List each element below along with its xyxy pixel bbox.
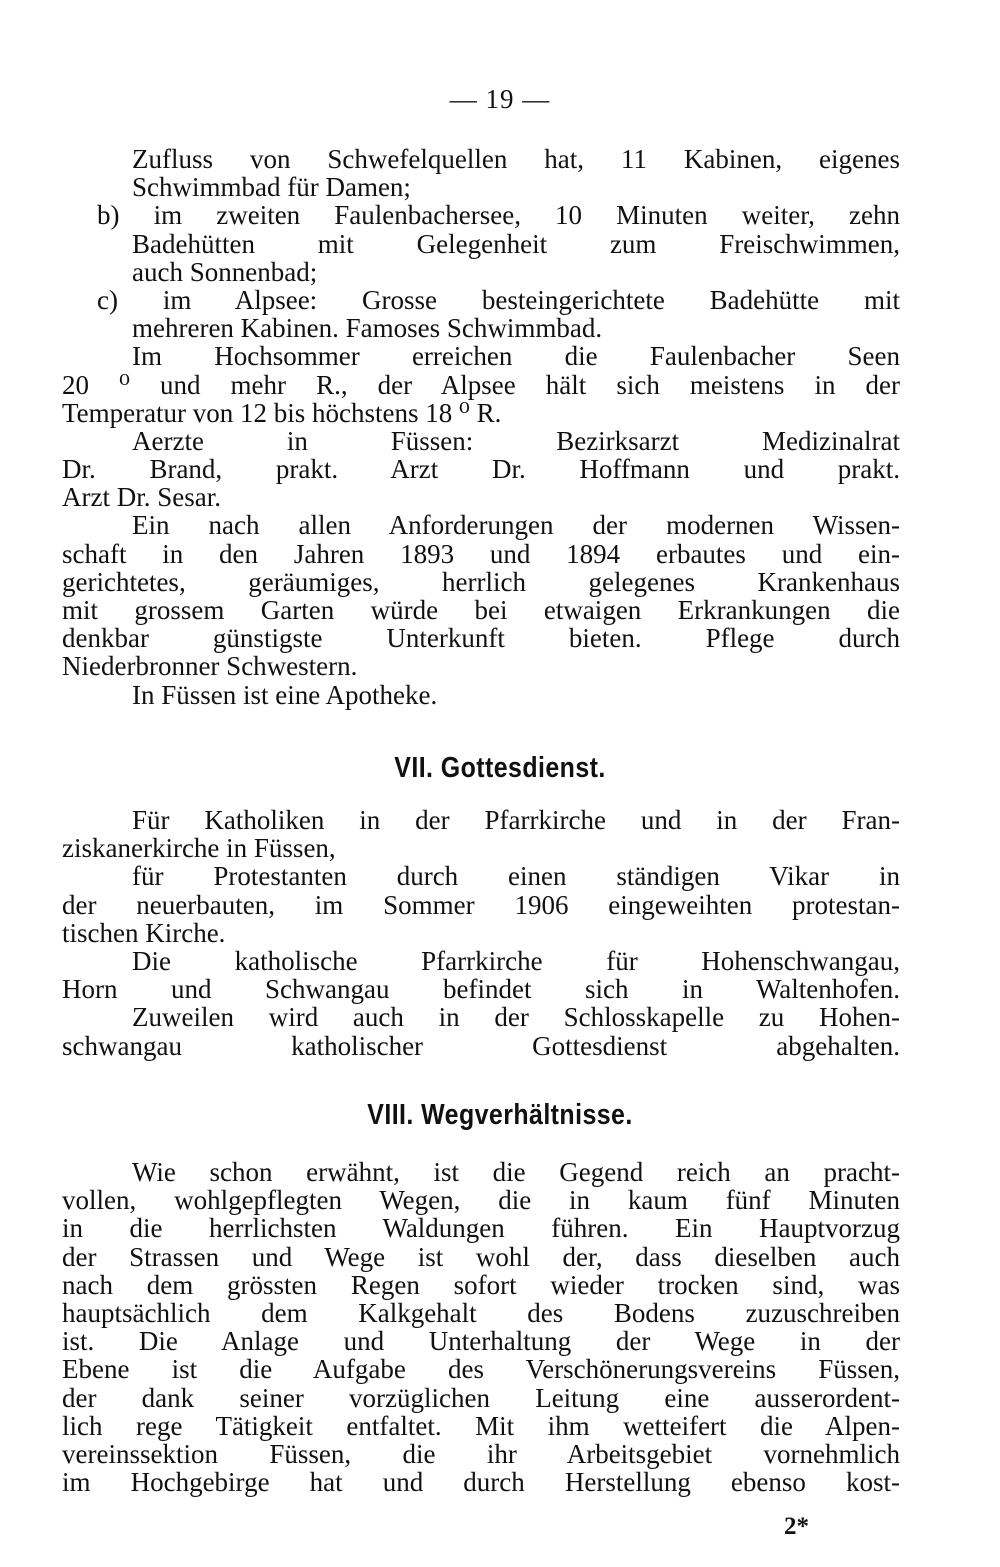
text-line: vollen, wohlgepflegten Wegen, die in kaum fünf Minuten xyxy=(62,1185,900,1216)
text-line: ziskanerkirche in Füssen, xyxy=(62,833,336,864)
text-line: Temperatur von 12 bis höchstens 18 ⁰ R. xyxy=(62,397,502,428)
text-line: In Füssen ist eine Apotheke. xyxy=(132,679,438,710)
text-line: in die herrlichsten Waldungen führen. Ein Hauptvorzug xyxy=(62,1213,900,1244)
text-line: ist. Die Anlage und Unterhaltung der Wege in der xyxy=(62,1326,900,1357)
text-line: der neuerbauten, im Sommer 1906 eingeweihten protestan- xyxy=(62,889,900,920)
text-line: der Strassen und Wege ist wohl der, dass dieselben auch xyxy=(62,1241,900,1272)
text-line: nach dem grössten Regen sofort wieder trocken sind, was xyxy=(62,1269,900,1300)
text-line: Niederbronner Schwestern. xyxy=(62,651,358,682)
text-line: vereinssektion Füssen, die ihr Arbeitsgebiet vornehmlich xyxy=(62,1438,900,1469)
text-line: für Protestanten durch einen ständigen Vikar in xyxy=(132,861,900,892)
text-line: Ebene ist die Aufgabe des Verschönerungsvereins Füssen, xyxy=(62,1354,900,1385)
text-line: Aerzte in Füssen: Bezirksarzt Medizinalrat xyxy=(132,425,900,456)
text-line: lich rege Tätigkeit entfaltet. Mit ihm wetteifert die Alpen- xyxy=(62,1410,900,1441)
text-line: Wie schon erwähnt, ist die Gegend reich an pracht- xyxy=(132,1157,900,1187)
list-item-c: c) im Alpsee: Grosse besteingerichtete Badehütte mit xyxy=(97,284,900,315)
list-item-b: b) im zweiten Faulenbachersee, 10 Minuten weiter, zehn xyxy=(97,200,900,231)
text-line: schwangau katholischer Gottesdienst abgehalten. xyxy=(62,1030,900,1061)
text-line: Schwimmbad für Damen; xyxy=(132,172,411,203)
text-line: Zuweilen wird auch in der Schlosskapelle zu Hohen- xyxy=(132,1002,900,1033)
text-line: Zufluss von Schwefelquellen hat, 11 Kabinen, eigenes xyxy=(132,144,900,174)
text-line: gerichtetes, geräumiges, herrlich gelegenes Krankenhaus xyxy=(62,566,900,597)
text-line: Ein nach allen Anforderungen der modernen Wissen- xyxy=(132,510,900,541)
text-line: auch Sonnenbad; xyxy=(132,256,318,287)
text-line: Arzt Dr. Sesar. xyxy=(62,482,221,513)
text-line: denkbar günstigste Unterkunft bieten. Pflege durch xyxy=(62,623,900,654)
text-line: mit grossem Garten würde bei etwaigen Erkrankungen die xyxy=(62,595,900,625)
text-line: Für Katholiken in der Pfarrkirche und in der Fran- xyxy=(132,805,900,835)
page-number: — 19 — xyxy=(449,84,551,114)
section-bathing-medical xyxy=(62,145,900,709)
section-wegverhaeltnisse xyxy=(62,1158,900,1496)
signature-mark: 2* xyxy=(784,1513,809,1540)
text-line: Horn und Schwangau befindet sich in Waltenhofen. xyxy=(62,974,900,1005)
text-line: Im Hochsommer erreichen die Faulenbacher Seen xyxy=(132,341,900,372)
text-line: mehreren Kabinen. Famoses Schwimmbad. xyxy=(132,313,603,344)
text-line: im Hochgebirge hat und durch Herstellung ebenso kost- xyxy=(62,1467,900,1498)
section-heading-wegverhaeltnisse: VIII. Wegverhältnisse. xyxy=(367,1099,633,1131)
text-line: hauptsächlich dem Kalkgehalt des Bodens zuzuschreiben xyxy=(62,1297,900,1328)
text-line: 20 ⁰ und mehr R., der Alpsee hält sich meistens in der xyxy=(62,369,900,400)
text-line: der dank seiner vorzüglichen Leitung eine ausserordent- xyxy=(62,1382,900,1413)
text-line: Die katholische Pfarrkirche für Hohenschwangau, xyxy=(132,945,900,976)
section-gottesdienst xyxy=(62,806,900,1060)
text-line: schaft in den Jahren 1893 und 1894 erbautes und ein- xyxy=(62,538,900,569)
text-line: tischen Kirche. xyxy=(62,917,226,948)
text-line: Dr. Brand, prakt. Arzt Dr. Hoffmann und prakt. xyxy=(62,454,900,485)
section-heading-gottesdienst: VII. Gottesdienst. xyxy=(394,752,606,784)
text-line: Badehütten mit Gelegenheit zum Freischwimmen, xyxy=(132,228,900,259)
